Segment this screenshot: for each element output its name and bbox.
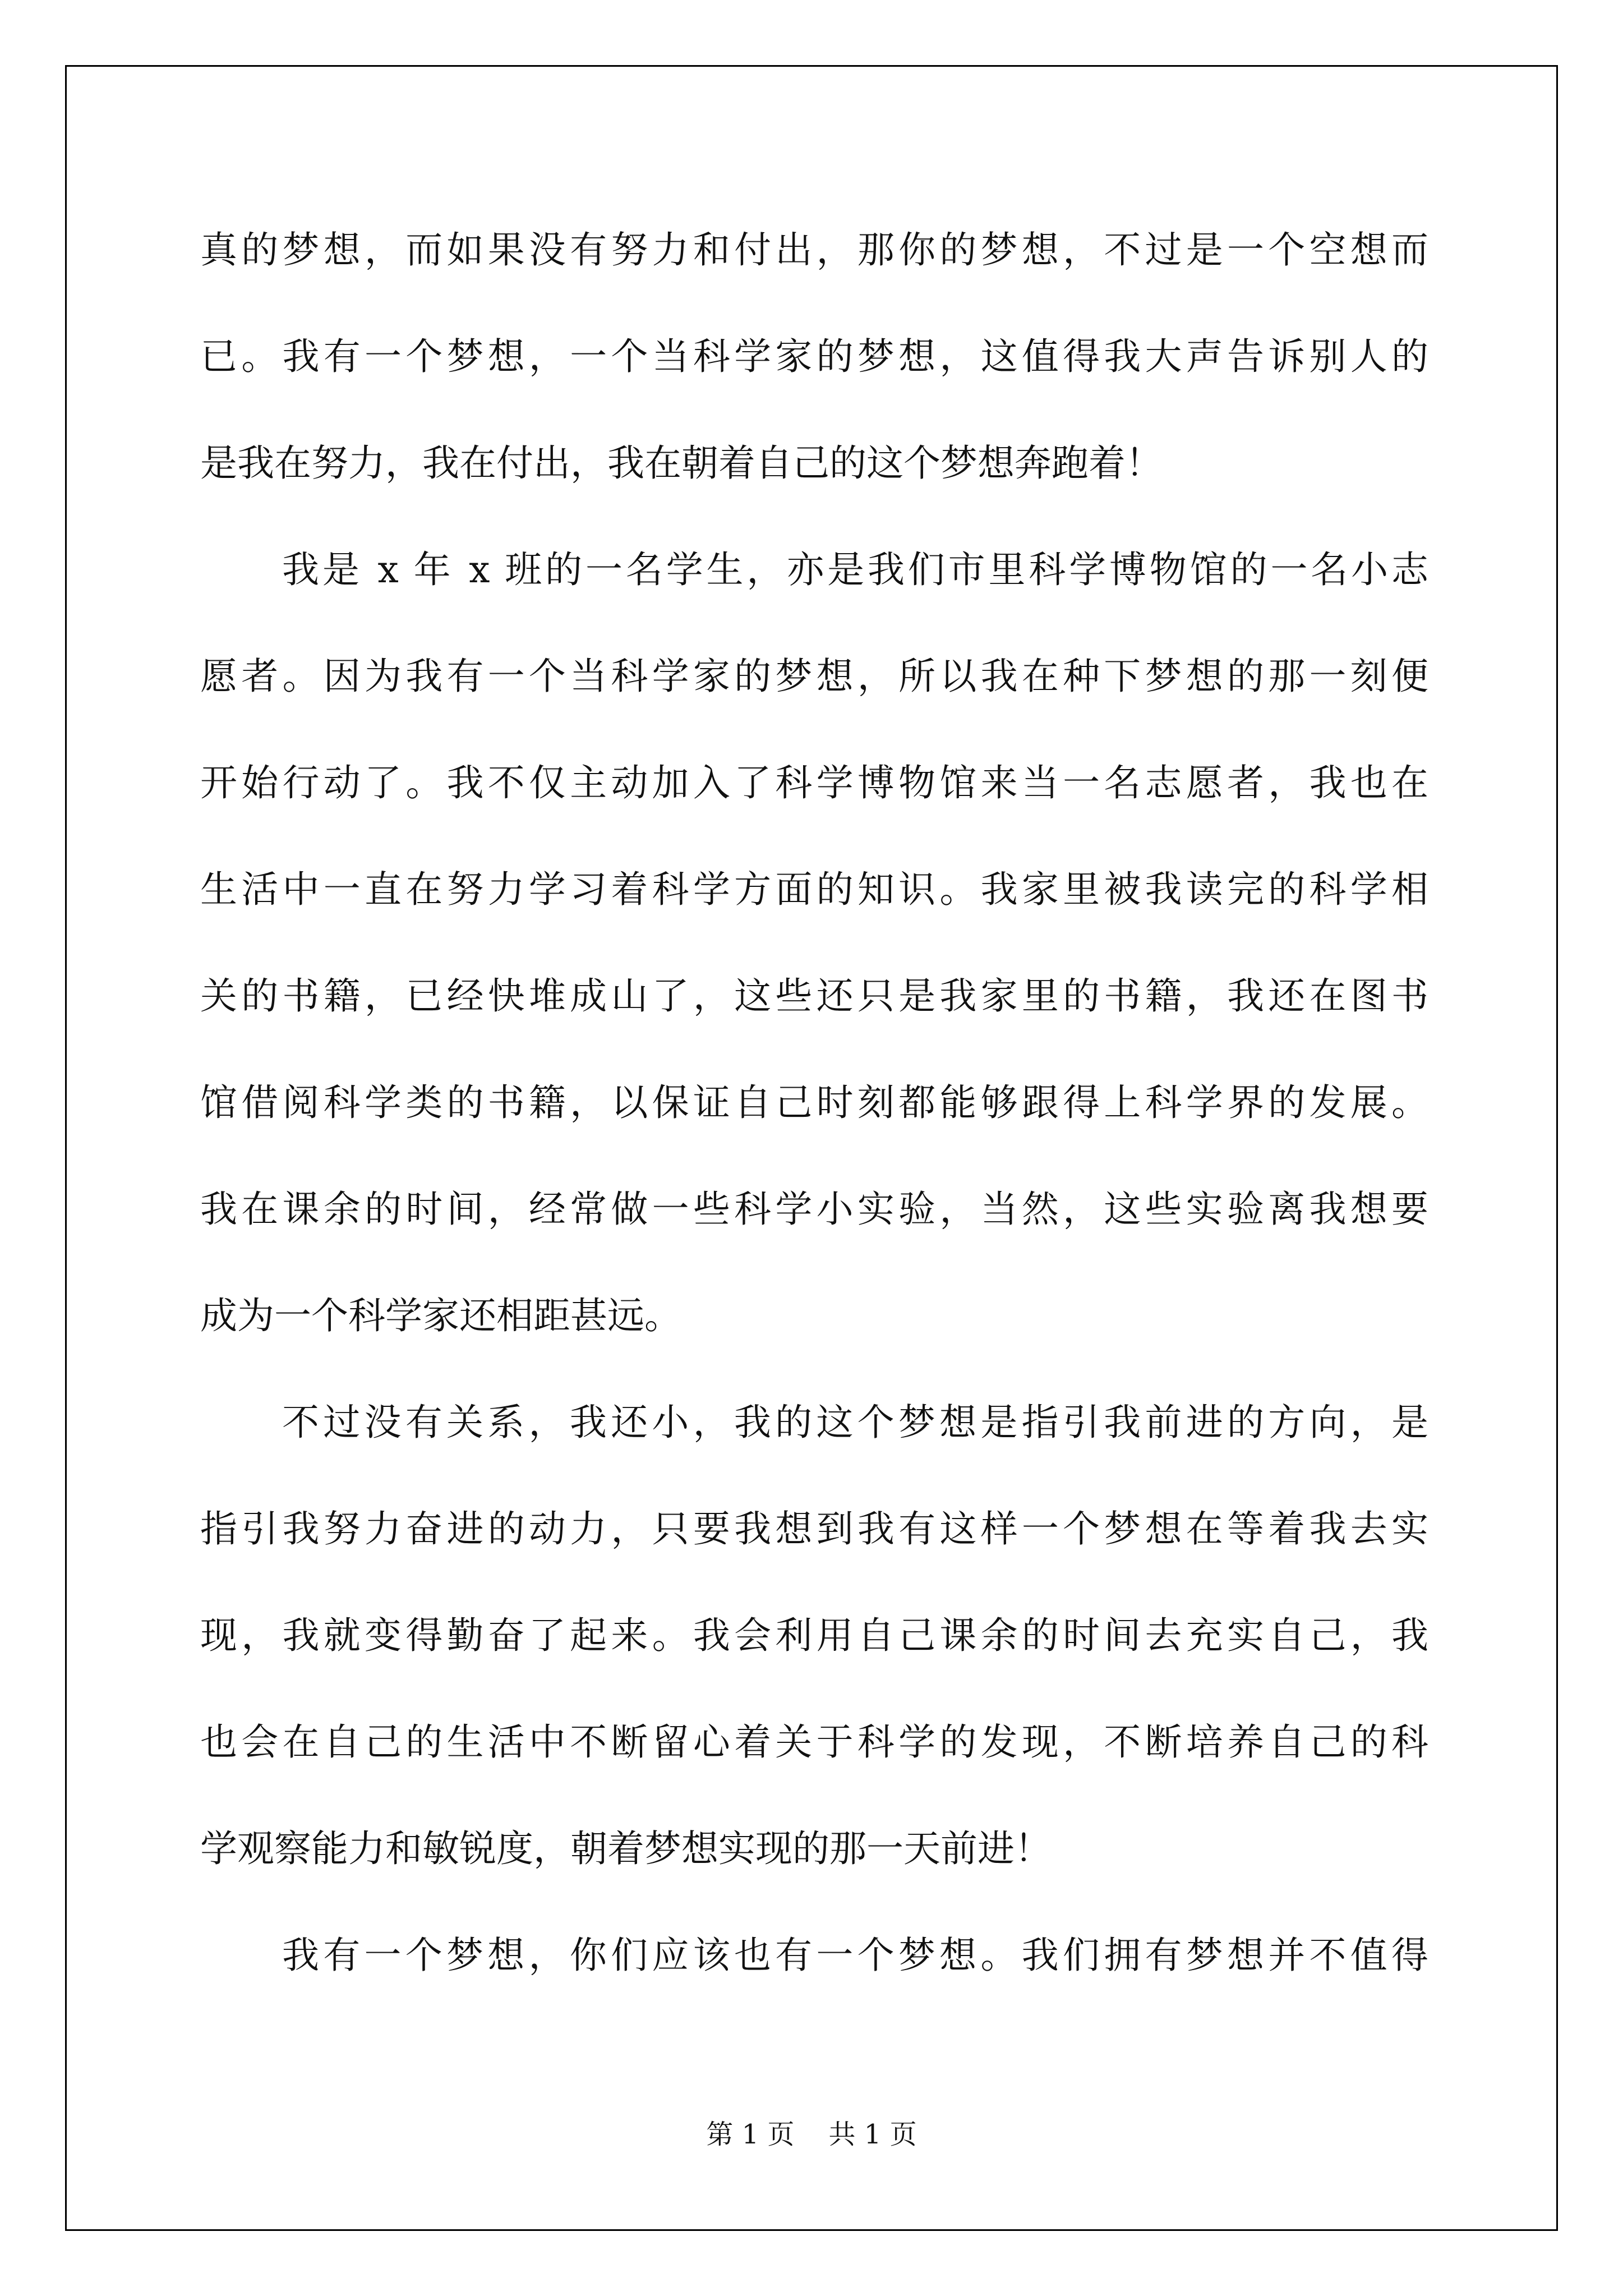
- text-line: 现，我就变得勤奋了起来。我会利用自己课余的时间去充实自己，我: [200, 1614, 1428, 1657]
- text-line: 是我在努力，我在付出，我在朝着自己的这个梦想奔跑着！: [200, 441, 1163, 485]
- text-line: 馆借阅科学类的书籍，以保证自己时刻都能够跟得上科学界的发展。: [200, 1081, 1428, 1124]
- text-line: 生活中一直在努力学习着科学方面的知识。我家里被我读完的科学相: [200, 868, 1428, 911]
- page-number-footer: 第 1 页 共 1 页: [706, 2119, 917, 2150]
- text-line: 真的梦想，而如果没有努力和付出，那你的梦想，不过是一个空想而: [200, 228, 1428, 272]
- text-line: 成为一个科学家还相距甚远。: [200, 1294, 681, 1337]
- text-line: 愿者。因为我有一个当科学家的梦想，所以我在种下梦想的那一刻便: [200, 655, 1428, 698]
- text-line: 指引我努力奋进的动力，只要我想到我有这样一个梦想在等着我去实: [200, 1507, 1428, 1550]
- text-line: 已。我有一个梦想，一个当科学家的梦想，这值得我大声告诉别人的: [200, 335, 1428, 378]
- text-line: 我有一个梦想，你们应该也有一个梦想。我们拥有梦想并不值得: [282, 1934, 1428, 1977]
- text-line: 不过没有关系，我还小，我的这个梦想是指引我前进的方向，是: [282, 1401, 1428, 1444]
- text-line: 学观察能力和敏锐度，朝着梦想实现的那一天前进！: [200, 1827, 1052, 1870]
- text-line: 我在课余的时间，经常做一些科学小实验，当然，这些实验离我想要: [200, 1188, 1428, 1231]
- text-line: 开始行动了。我不仅主动加入了科学博物馆来当一名志愿者，我也在: [200, 761, 1428, 804]
- text-line: 也会在自己的生活中不断留心着关于科学的发现，不断培养自己的科: [200, 1720, 1428, 1764]
- text-line: 关的书籍，已经快堆成山了，这些还只是我家里的书籍，我还在图书: [200, 974, 1428, 1018]
- text-line: 我是 x 年 x 班的一名学生，亦是我们市里科学博物馆的一名小志: [282, 548, 1428, 591]
